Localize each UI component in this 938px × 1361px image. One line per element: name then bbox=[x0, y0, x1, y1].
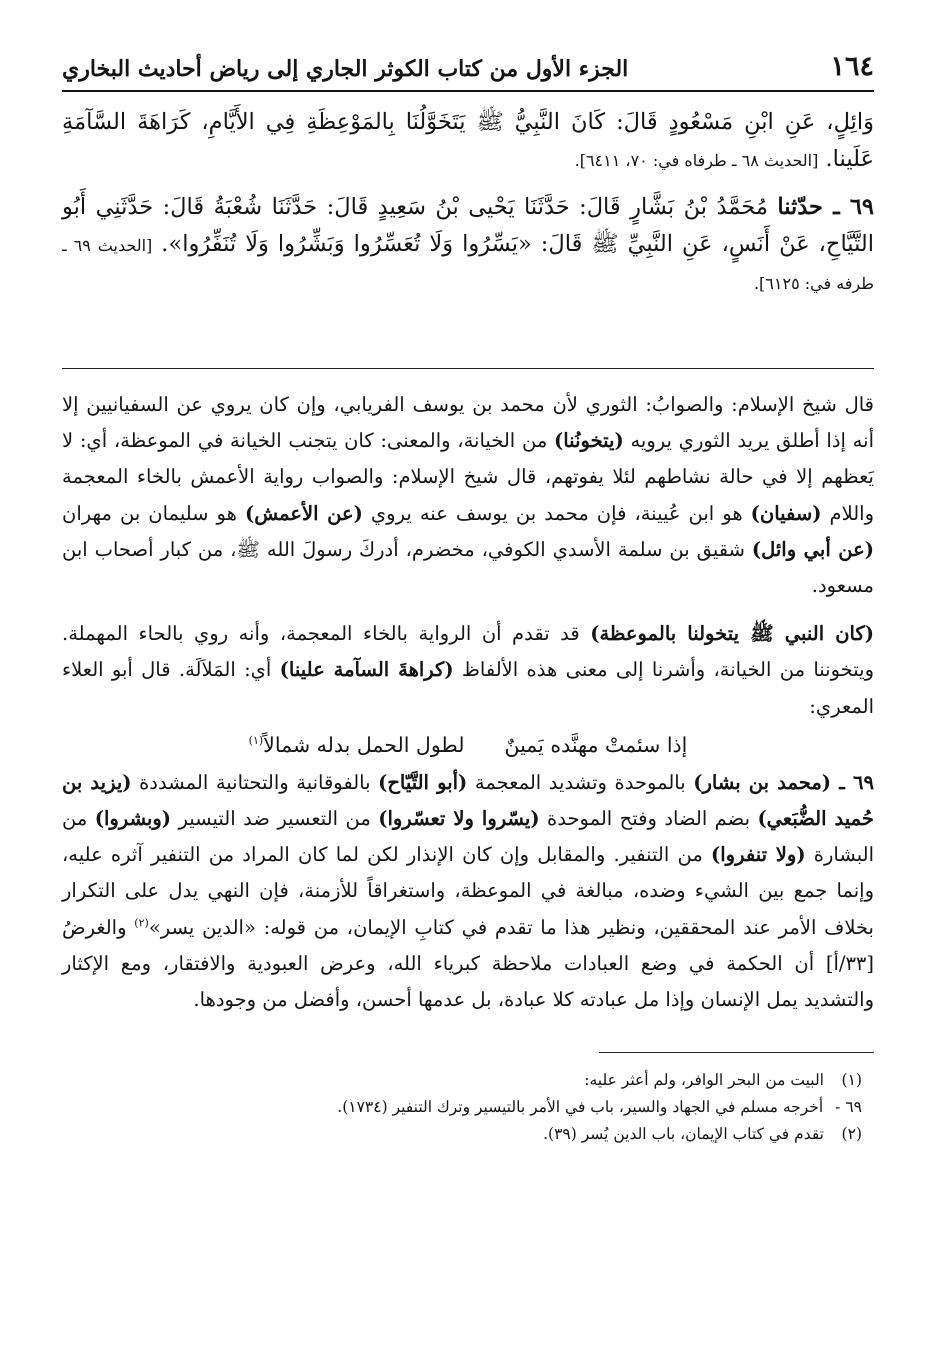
page-number: ١٦٤ bbox=[830, 51, 874, 82]
header-rule bbox=[62, 90, 874, 92]
commentary-text: قال شيخ الإسلام: والصوابُ: الثوري لأن محمد بن يوسف الفريابي، وإن كان يروي عن السفيانيين إلا أنه إذا أطلق يريد الثوري يرويه bbox=[62, 393, 874, 453]
bold-term: ٦٩ ـ (محمد بن بشار) bbox=[693, 770, 874, 794]
commentary-text: هو سليمان بن مهران bbox=[62, 501, 237, 525]
poem-second-text: لطول الحمل بدله شمالاً bbox=[263, 732, 465, 757]
commentary-text: أي: المَلاَلَة. قال أبو العلاء المعري: bbox=[62, 658, 874, 718]
commentary-text: قد تقدم أن الرواية بالخاء المعجمة، وأنه روي بالحاء المهملة. ويتخوننا من الخيانة، وأشرنا إلى معنى هذه الألفاظ bbox=[62, 622, 874, 682]
commentary-section bbox=[62, 387, 874, 1018]
commentary-text: من البشارة bbox=[62, 807, 875, 867]
hadith-text-block bbox=[62, 104, 874, 302]
footnotes bbox=[62, 1067, 874, 1148]
footnote-item bbox=[62, 1067, 862, 1094]
footnote-item bbox=[62, 1121, 862, 1148]
commentary-paragraph-1 bbox=[62, 387, 874, 604]
bold-term: (يزيد بن حُميد الضُّبَعي) bbox=[62, 770, 874, 831]
commentary-paragraph-3 bbox=[62, 765, 874, 1018]
footnote-marker: (١) bbox=[248, 734, 264, 747]
poem-second-hemistich bbox=[249, 725, 465, 765]
footnote-marker: (٢) bbox=[134, 916, 149, 930]
footnote-number: ٦٩ - bbox=[835, 1098, 862, 1117]
hadith-69-reference: [الحديث ٦٩ ـ طرفه في: ٦١٢٥]. bbox=[62, 236, 874, 293]
commentary-text: من الخيانة، والمعنى: كان يتجنب الخيانة في الموعظة، أي: لا يَعظهم إلا في حالة نشاطهم لئلا يفوتهم، قال شيخ الإسلام: والصواب رواية الأعمش بالخاء المعجمة واللام bbox=[62, 429, 875, 525]
page-header bbox=[62, 40, 874, 80]
commentary-text: والغرضُ [٣٣/أ] أن الحكمة في وضع العبادات ملاحظة كبرياء الله، وعرض العبودية والافتقار، ومع الإكثار والتشديد يمل الإنسان وإذا مل عبادته كلا عبادة، بل عدمها أحسن، وأفضل من وجودها. bbox=[62, 915, 874, 1012]
commentary-text: بالموحدة وتشديد المعجمة bbox=[474, 770, 686, 794]
bold-term: (كراهةَ السآمة علينا) bbox=[279, 658, 454, 682]
commentary-text: من التنفير. والمقابل وإن كان الإنذار لكن لما كان المراد من التنفير آثره عليه، وإنما جمع بين الشيء وضده، مبالغة في الموعظة، واستغراقاً للأزمنة، فإن النهي يدل على التكرار بخلاف الأمر عند المحققين، ونظير هذا ما تقدم في كتابِ الإيمان، من قوله: «الدين يسر» bbox=[62, 843, 874, 939]
commentary-text: شقيق بن سلمة الأسدي الكوفي، مخضرم، أدركَ رسولَ الله ﷺ، من كبار أصحاب ابن مسعود. bbox=[62, 537, 874, 598]
hadith-68-reference: [الحديث ٦٨ ـ طرفاه في: ٧٠، ٦٤١١]. bbox=[574, 151, 819, 170]
commentary-paragraph-2 bbox=[62, 616, 874, 725]
bold-term: (أبو التَّيّاح) bbox=[378, 770, 468, 794]
poem-first-hemistich: إذا سئمتْ مهنَّده يَمينٌ bbox=[504, 732, 688, 757]
section-divider bbox=[62, 368, 874, 369]
commentary-text: بضم الضاد وفتح الموحدة bbox=[547, 807, 750, 831]
footnote-item bbox=[62, 1094, 862, 1121]
footnote-divider bbox=[599, 1052, 874, 1053]
bold-term: (ولا تنفروا) bbox=[711, 843, 806, 867]
bold-term: (سفيان) bbox=[750, 501, 822, 525]
hadith-69 bbox=[62, 189, 874, 302]
book-page bbox=[62, 40, 874, 1148]
footnote-number: (٢) bbox=[841, 1125, 862, 1144]
hadith-69-text: مُحَمَّدُ بْنُ بَشَّارٍ قَالَ: حَدَّثَنَا يَحْيى بْنُ سَعِيدٍ قَالَ: حَدَّثَنَا شُعْبَةُ قَالَ: حَدَّثَنِي أَبُو التَّيَّاحِ، عَنْ أَنَسٍ، عَنِ النَّبِيِّ ﷺ قَالَ: «يَسِّرُوا وَلَا تُعَسِّرُوا وَبَشِّرُوا وَلَا تُنَفِّرُوا». bbox=[62, 194, 874, 257]
hadith-69-number: ٦٩ ـ حدّثنا bbox=[777, 194, 875, 220]
running-title: الجزء الأول من كتاب الكوثر الجاري إلى رياض أحاديث البخاري bbox=[62, 56, 629, 82]
bold-term: (عن الأعمش) bbox=[244, 501, 363, 525]
bold-term: (يتخونُنا) bbox=[554, 429, 624, 453]
bold-term: (عن أبي وائل) bbox=[751, 537, 875, 561]
hadith-68 bbox=[62, 104, 874, 179]
commentary-text: هو ابن عُيينة، فإن محمد بن يوسف عنه يروي bbox=[370, 501, 743, 525]
bold-term: (يسّروا ولا تعسّروا) bbox=[378, 807, 540, 831]
hadith-68-text: وَائِلٍ، عَنِ ابْنِ مَسْعُودٍ قَالَ: كَانَ النَّبِيُّ ﷺ يَتَخَوَّلُنَا بِالمَوْعِظَةِ فِي الأَيَّامِ، كَرَاهَةَ السَّآمَةِ عَلَينا. bbox=[62, 109, 874, 172]
footnote-number: (١) bbox=[841, 1071, 862, 1090]
commentary-text: من التعسير ضد التيسير bbox=[178, 807, 371, 831]
commentary-text: بالفوقانية والتحتانية المشددة bbox=[139, 770, 371, 794]
footnote-text: تقدم في كتاب الإيمان، باب الدين يُسر (٣٩). bbox=[543, 1125, 824, 1144]
bold-term: (كان النبي ﷺ يتخولنا بالموعظة) bbox=[590, 622, 874, 646]
footnote-text: أخرجه مسلم في الجهاد والسير، باب في الأمر بالتيسير وترك التنفير (١٧٣٤). bbox=[337, 1098, 824, 1117]
bold-term: (وبشروا) bbox=[94, 807, 172, 831]
poem-verse bbox=[62, 725, 874, 765]
footnote-text: البيت من البحر الوافر، ولم أعثر عليه: bbox=[584, 1071, 824, 1090]
